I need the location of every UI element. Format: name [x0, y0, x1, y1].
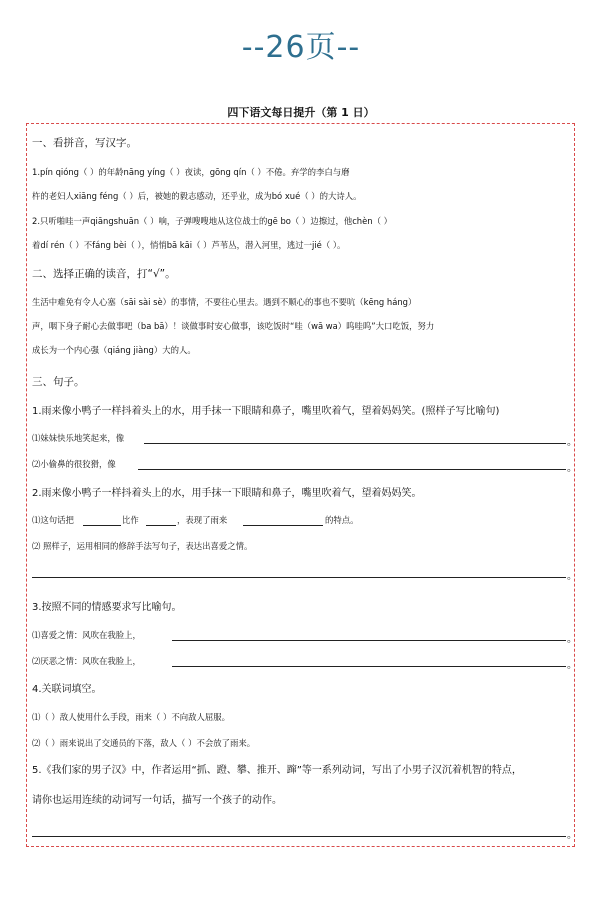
sec3-q1-a-answer-line[interactable]	[144, 443, 566, 444]
sec3-q2-a-blank1[interactable]	[83, 525, 121, 526]
sec3-q3-a-label: ⑴喜爱之情：风吹在我脸上，	[32, 630, 141, 640]
sec1-q1-line1: 1.pín qióng（ ）的年龄nāng yíng（ ）夜读，gōng qín（ ）不倦。弃学的李白与磨	[32, 167, 350, 177]
sec3-q2-b: ⑵ 照样子，运用相同的修辞手法写句子，表达出喜爱之情。	[32, 541, 253, 551]
sec3-q2-a-blank2[interactable]	[146, 525, 176, 526]
sec1-q2-line1: 2.只听啪哇一声qiāngshuān（ ）响，子弹嗖嗖地从这位战士的gē bo（ ）边擦过，他chèn（ ）	[32, 216, 392, 226]
sec3-q2-a-part1: ⑴这句话把	[32, 515, 74, 525]
section-1-heading: 一、看拼音，写汉字。	[32, 137, 137, 149]
sec3-q1-a-label: ⑴妹妹快乐地笑起来，像	[32, 433, 125, 443]
sec3-q3-a-answer-line[interactable]	[172, 640, 566, 641]
sec3-q5-line2: 请你也运用连续的动词写一句话，描写一个孩子的动作。	[32, 795, 282, 806]
sec3-q2-a-part2: 比作	[122, 515, 139, 525]
sec3-q3-a-end-mark: 。	[567, 634, 577, 645]
sec3-q1-b-answer-line[interactable]	[138, 469, 566, 470]
sec3-q5-end-mark: 。	[567, 830, 577, 841]
sec2-line1: 生活中难免有令人心塞（sāi sài sè）的事情，不要往心里去。遇到不顺心的事也不要吭（kēng háng）	[32, 297, 417, 307]
sec3-q1: 1.雨来像小鸭子一样抖着头上的水，用手抹一下眼睛和鼻子，嘴里吹着气，望着妈妈笑。(照样子写比喻句)	[32, 406, 500, 417]
sec3-q3-b-label: ⑵厌恶之情：风吹在我脸上，	[32, 656, 141, 666]
sec3-q2-a-blank3[interactable]	[243, 525, 323, 526]
page-number-header: --26页--	[241, 30, 361, 65]
sec3-q2-b-end-mark: 。	[567, 571, 577, 582]
sec2-line2: 声，咽下身子耐心去做事吧（ba bā）！谈做事时安心做事，该吃饭时“哇（wā wa）呜哇呜”大口吃饭，努力	[32, 321, 435, 331]
sec3-q1-b-label: ⑵小偷鼻的很狡猾，像	[32, 459, 116, 469]
document-title: 四下语文每日提升（第 1 日）	[227, 106, 375, 119]
sec3-q2-a-part3: ，表现了雨来	[177, 515, 228, 525]
sec3-q4-b: ⑵（ ）雨来说出了交通员的下落，敌人（ ）不会放了雨来。	[32, 738, 256, 748]
sec3-q4-a: ⑴（ ）敌人使用什么手段，雨来（ ）不向敌人屈服。	[32, 712, 230, 722]
sec3-q2-a-part4: 的特点。	[325, 515, 359, 525]
sec3-q3-b-answer-line[interactable]	[172, 666, 566, 667]
section-3-heading: 三、句子。	[32, 376, 85, 388]
sec3-q1-a-end-mark: 。	[567, 437, 577, 448]
sec2-line3: 成长为一个内心强（qiáng jiàng）大的人。	[32, 345, 196, 355]
sec3-q2: 2.雨来像小鸭子一样抖着头上的水，用手抹一下眼睛和鼻子，嘴里吹着气，望着妈妈笑。	[32, 488, 422, 499]
sec3-q3-b-end-mark: 。	[567, 660, 577, 671]
sec3-q5-line1: 5.《我们家的男子汉》中，作者运用“抓、蹬、攀、推开、蹿”等一系列动词，写出了小男子汉沉着机智的特点，	[32, 765, 522, 776]
sec3-q2-b-answer-line[interactable]	[32, 577, 566, 578]
section-2-heading: 二、选择正确的读音，打“√”。	[32, 268, 176, 280]
sec3-q1-b-end-mark: 。	[567, 463, 577, 474]
sec1-q1-line2: 杵的老妇人xiāng féng（ ）后，被她的毅志感动，还乎业，成为bó xué（ ）的大诗人。	[32, 191, 362, 201]
sec3-q5-answer-line[interactable]	[32, 836, 566, 837]
sec3-q4: 4.关联词填空。	[32, 684, 102, 695]
sec1-q2-line2: 着dí rén（ ）不fáng bèi（ ），悄悄bā kāi（ ）芦苇丛，潜入河里，逃过一jié（ ）。	[32, 240, 346, 250]
sec3-q3: 3.按照不同的情感要求写比喻句。	[32, 602, 182, 613]
